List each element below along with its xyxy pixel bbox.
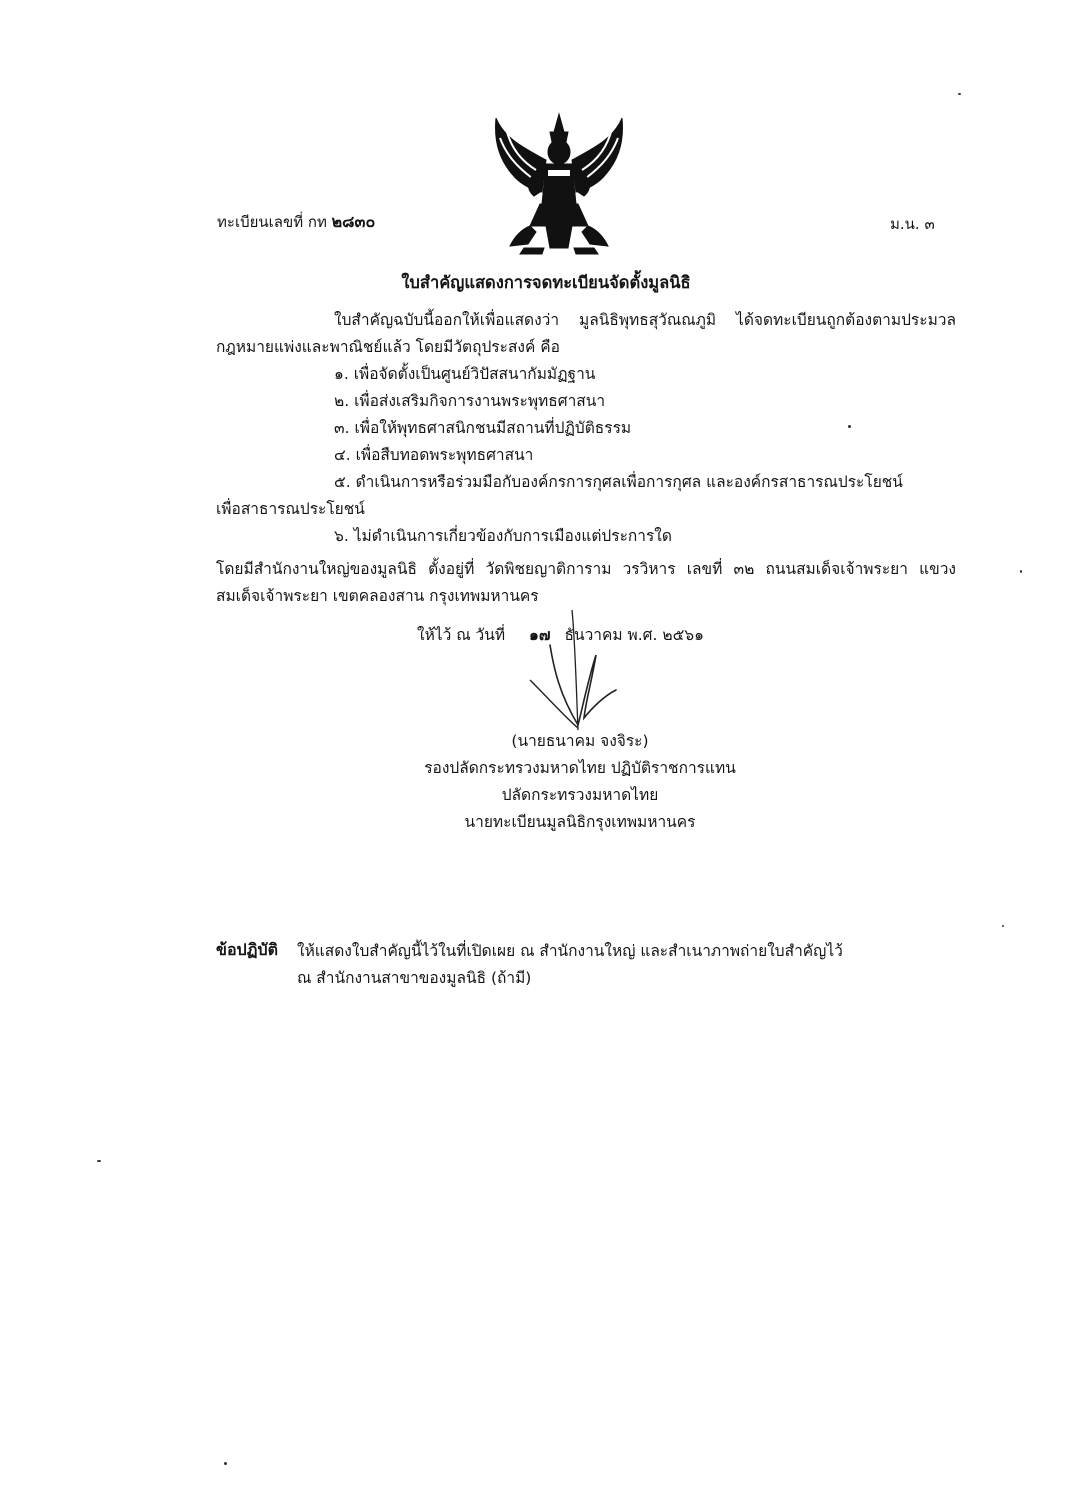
objective-item: ๒. เพื่อส่งเสริมกิจการงานพระพุทธศาสนา xyxy=(334,392,606,410)
objective-item-continuation: เพื่อสาธารณประโยชน์ xyxy=(216,500,365,518)
date-day: ๑๗ xyxy=(529,626,551,644)
registration-label: ทะเบียนเลขที่ กท xyxy=(217,213,327,231)
objective-item: ๖. ไม่ดำเนินการเกี่ยวข้องกับการเมืองแต่ประการใด xyxy=(334,527,672,545)
signer-position: รองปลัดกระทรวงมหาดไทย ปฏิบัติราชการแทน xyxy=(424,759,736,777)
scan-speck xyxy=(958,93,961,95)
document-title: ใบสำคัญแสดงการจดทะเบียนจัดตั้งมูลนิธิ xyxy=(401,273,691,292)
intro-paragraph xyxy=(216,307,956,361)
scan-speck xyxy=(97,1160,101,1162)
date-month-year: ธันวาคม พ.ศ. ๒๕๖๑ xyxy=(564,626,704,644)
given-at-label: ให้ไว้ ณ วันที่ xyxy=(417,626,506,644)
garuda-emblem xyxy=(484,108,634,256)
note-line: ณ สำนักงานสาขาของมูลนิธิ (ถ้ามี) xyxy=(297,969,532,987)
note-text xyxy=(297,938,957,992)
intro-text: ใบสำคัญฉบับนี้ออกให้เพื่อแสดงว่า มูลนิธิพุทธสุวัณณภูมิ ได้จดทะเบียนถูกต้องตามประมวลกฎหมายแพ่งและพาณิชย์แล้ว โดยมีวัตถุประสงค์ คือ xyxy=(216,311,956,356)
scan-speck xyxy=(224,1462,227,1465)
scan-speck xyxy=(848,425,851,428)
registration-number: ๒๘๓๐ xyxy=(331,212,376,231)
registration-line xyxy=(217,210,375,235)
signer-name: (นายธนาคม จงจิระ) xyxy=(511,732,649,750)
office-address: โดยมีสำนักงานใหญ่ของมูลนิธิ ตั้งอยู่ที่ วัดพิชยญาติการาม วรวิหาร เลขที่ ๓๒ ถนนสมเด็จเจ้าพระยา แขวงสมเด็จเจ้าพระยา เขตคลองสาน กรุงเทพมหานคร xyxy=(216,560,956,605)
scan-speck xyxy=(1002,925,1004,927)
scan-speck xyxy=(1020,570,1022,573)
form-code: ม.น. ๓ xyxy=(890,215,935,233)
signer-block xyxy=(0,728,1092,836)
signer-position: นายทะเบียนมูลนิธิกรุงเทพมหานคร xyxy=(464,813,696,831)
note-label: ข้อปฏิบัติ xyxy=(216,940,278,959)
objective-item: ๑. เพื่อจัดตั้งเป็นศูนย์วิปัสสนากัมมัฏฐาน xyxy=(334,365,596,383)
note-line: ให้แสดงใบสำคัญนี้ไว้ในที่เปิดเผย ณ สำนักงานใหญ่ และสำเนาภาพถ่ายใบสำคัญไว้ xyxy=(297,942,843,960)
objective-item: ๓. เพื่อให้พุทธศาสนิกชนมีสถานที่ปฏิบัติธรรม xyxy=(334,419,632,437)
objective-item: ๔. เพื่อสืบทอดพระพุทธศาสนา xyxy=(334,446,534,464)
document-body xyxy=(216,307,956,610)
objective-item: ๕. ดำเนินการหรือร่วมมือกับองค์กรการกุศลเพื่อการกุศล และองค์กรสาธารณประโยชน์ xyxy=(334,473,903,491)
signer-position: ปลัดกระทรวงมหาดไทย xyxy=(501,786,659,804)
